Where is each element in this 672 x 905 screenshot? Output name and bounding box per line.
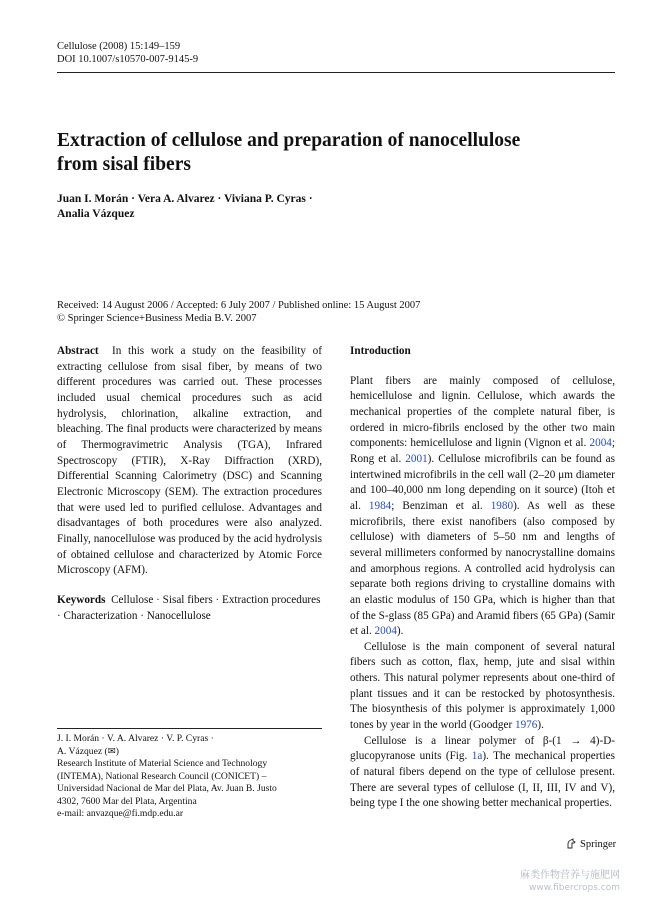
intro-paragraph-2: Cellulose is the main component of several natural fibers such as cotton, flax, hemp, jute and sisal within others. This natural polymer represents about one-third of plant tissues and it can be restocked by photosynthesis. The biosynthesis of this polymer is approximately 1,000 tones by year in the world (Goodger 1976).	[350, 640, 615, 732]
journal-header	[57, 40, 198, 66]
corresponding-email: e-mail: anvazque@fi.mdp.edu.ar	[57, 808, 184, 819]
publisher-logo	[565, 838, 616, 850]
citation-link[interactable]: 1976	[514, 719, 538, 732]
title-line-2: from sisal fibers	[57, 154, 191, 175]
left-column	[57, 344, 322, 624]
site-watermark	[520, 870, 620, 894]
footnote-line: 4302, 7600 Mar del Plata, Argentina	[57, 795, 197, 807]
keywords-text: Cellulose · Sisal fibers · Extraction procedures · Characterization · Nanocellulose	[57, 593, 321, 622]
abstract-text: In this work a study on the feasibility of extracting cellulose from sisal fiber, by means of two different procedures was carried out. These processes included usual chemical procedures such as acid hydrolysis, chlorination, alkaline extraction, and bleaching. The final products were characterized by means of Thermogravimetric Analysis (TGA), Infrared Spectroscopy (FTIR), X-Ray Diffraction (XRD), Differential Scanning Calorimetry (DSC) and Scanning Electronic Microscopy (SEM). The extraction procedures that were used led to purified cellulose. Advantages and disadvantages of both procedures were also analyzed. Finally, nanocellulose was produced by the acid hydrolysis of obtained cellulose and characterized by Atomic Force Microscopy (AFM).	[57, 345, 322, 577]
citation-link[interactable]: 2004	[374, 625, 397, 638]
copyright-line: © Springer Science+Business Media B.V. 2007	[57, 313, 257, 324]
citation-link[interactable]: 2004	[589, 437, 612, 450]
footnote-rule	[57, 728, 322, 729]
watermark-cn-text: 麻类作物营养与施肥网	[520, 870, 620, 881]
introduction-heading: Introduction	[350, 345, 411, 357]
doi-line: DOI 10.1007/s10570-007-9145-9	[57, 54, 199, 65]
header-rule	[57, 72, 615, 73]
keywords-label: Keywords	[57, 593, 106, 606]
citation-link[interactable]: 2001	[405, 452, 428, 465]
authors-line-1: Juan I. Morán · Vera A. Alvarez · Viviana P. Cyras ·	[57, 193, 313, 205]
article-title	[57, 129, 617, 177]
dates-line: Received: 14 August 2006 / Accepted: 6 July 2007 / Published online: 15 August 2007	[57, 300, 421, 311]
figure-link[interactable]: 1a	[471, 750, 483, 763]
springer-horse-icon	[565, 838, 577, 850]
footnote-line: Universidad Nacional de Mar del Plata, Av. Juan B. Justo	[57, 783, 277, 794]
author-list	[57, 192, 497, 222]
abstract	[57, 344, 322, 579]
author-affiliation-footnote	[57, 733, 327, 821]
footnote-line: (INTEMA), National Research Council (CONICET) –	[57, 770, 267, 782]
watermark-url: www.fibercrops.com	[529, 883, 620, 893]
intro-paragraph-1: Plant fibers are mainly composed of cellulose, hemicellulose and lignin. Cellulose, which awards the mechanical properties of the complete natural fiber, is ordered in micro-fibrils enclosed by the other two main components: hemicellulose and lignin (Vignon et al. 2004; Rong et al. 2001). Cellulose microfibrils can be found as intertwined microfibrils in the cell wall (2–20 μm diameter and 100–40,000 nm long depending on it source) (Itoh et al. 1984; Benziman et al. 1980). As well as these microfibrils, there exist nanofibers (also composed by cellulose) with diameters of 5–50 nm and lengths of several millimeters conformed by nanocrystalline domains and amorphous regions. A controlled acid hydrolysis can separate both regions driving to crystalline domains with an elastic modulus of 150 GPa, which is higher than that of the S-glass (85 GPa) and Aramid fibers (65 GPa) (Samir et al. 2004).	[350, 374, 616, 638]
intro-paragraph-3: Cellulose is a linear polymer of β-(1 → 4)-D-glucopyranose units (Fig. 1a). The mechanical properties of natural fibers depend on the type of cellulose present. There are several types of cellulose (I, II, III, IV and V), being type I the one showing better mechanical properties.	[350, 734, 615, 810]
journal-citation-line: Cellulose (2008) 15:149–159	[57, 41, 181, 52]
right-column	[350, 344, 615, 812]
citation-link[interactable]: 1984	[368, 499, 392, 512]
keywords	[57, 593, 322, 624]
footnote-line: Research Institute of Material Science and Technology	[57, 758, 268, 769]
title-line-1: Extraction of cellulose and preparation of nanocellulose	[57, 130, 521, 151]
publisher-name: Springer	[580, 838, 617, 850]
footnote-line: A. Vázquez (✉)	[57, 745, 119, 757]
footnote-line: J. I. Morán · V. A. Alvarez · V. P. Cyras ·	[57, 733, 214, 744]
authors-line-2: Analia Vázquez	[57, 208, 135, 220]
publication-dates	[57, 299, 617, 325]
citation-link[interactable]: 1980	[490, 499, 514, 512]
abstract-label: Abstract	[57, 345, 99, 357]
